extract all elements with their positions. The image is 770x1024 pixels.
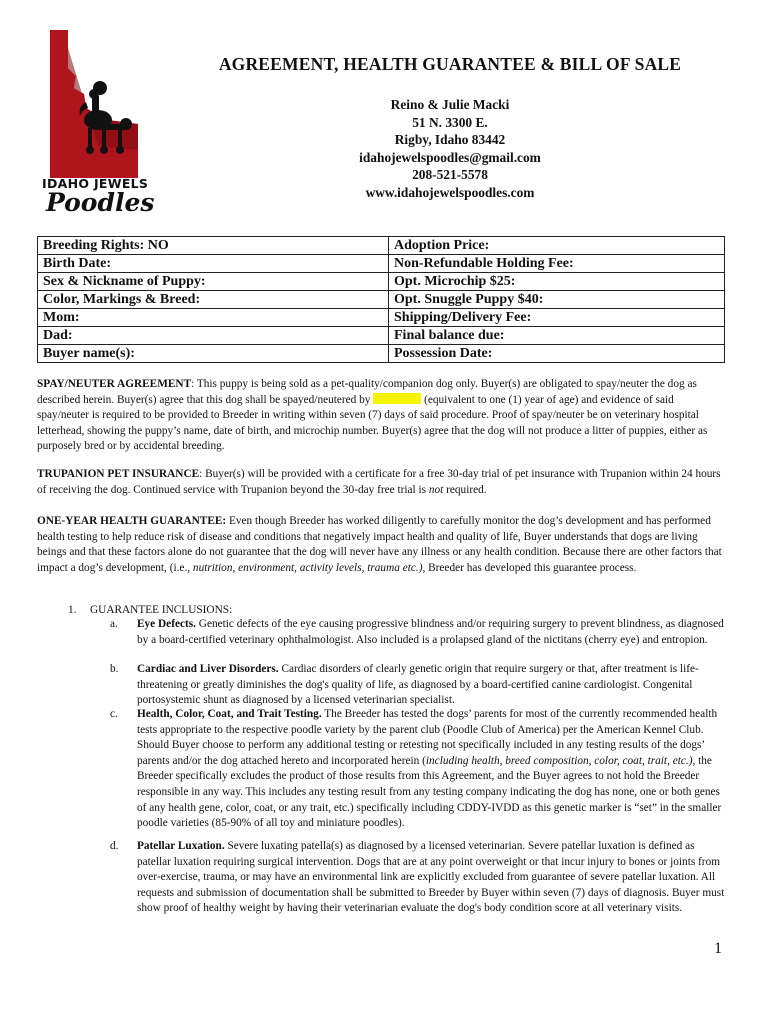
item-title: Patellar Luxation. bbox=[137, 840, 225, 852]
spay-neuter-text-2: (equivalent to one (1) year of age) and evidence of said spay/neuter is required to be provided to Breeder in writing within seven (7) days of said procedure. Proof of spay/neuter be on veterinary hospital letterhead, showing the puppy’s name, date of birth, and microchip number. Buyer(s) agree that the dog will not produce a litter of puppies, either as purposely bred or by accidental breeding. bbox=[37, 393, 708, 453]
list-item-cardiac-liver bbox=[112, 662, 724, 710]
health-guarantee-paragraph bbox=[37, 514, 725, 576]
spay-neuter-heading: SPAY/NEUTER AGREEMENT bbox=[37, 378, 192, 390]
mom-label: Mom: bbox=[38, 309, 389, 327]
breeder-phone: 208-521-5578 bbox=[412, 167, 488, 182]
health-guarantee-text-2: Breeder has developed this guarantee process. bbox=[425, 561, 637, 574]
inclusions-title: GUARANTEE INCLUSIONS: bbox=[90, 604, 233, 616]
buyer-names-label: Buyer name(s): bbox=[38, 345, 389, 363]
table-row bbox=[38, 291, 725, 309]
breeder-email: idahojewelspoodles@gmail.com bbox=[359, 149, 541, 165]
table-row bbox=[38, 327, 725, 345]
logo-line-2: Poodles bbox=[46, 188, 155, 217]
list-item-eye-defects bbox=[112, 617, 724, 665]
adoption-price-label: Adoption Price: bbox=[389, 237, 725, 255]
item-text-2: the Breeder specifically excludes the product of those results from this Agreement, and the Buyer agrees to not hold the Breeder responsible in any way. This includes any testing result from any testing company indicating the dog has none, one or both genes of any health gene, color, coat, or any trait, etc.) specifically including CDDY-IVDD as this genetic marker is “set” in the smaller poodle varieties (85-90% of all toy and miniature poodles). bbox=[137, 754, 722, 830]
birth-date-label: Birth Date: bbox=[38, 255, 389, 273]
spay-neuter-paragraph bbox=[37, 377, 725, 455]
table-row bbox=[38, 255, 725, 273]
spay-neuter-text-1: : This puppy is being sold as a pet-quality/companion dog only. Buyer(s) are obligated to spay/neuter the dog as described herein. Buyer(s) agree that this dog shall be spayed/neutered by bbox=[37, 378, 697, 406]
item-title: Health, Color, Coat, and Trait Testing. bbox=[137, 708, 322, 720]
snuggle-puppy-label: Opt. Snuggle Puppy $40: bbox=[389, 291, 725, 309]
breeder-names: Reino & Julie Macki bbox=[390, 97, 510, 112]
puppy-info-table bbox=[37, 236, 725, 363]
holding-fee-label: Non-Refundable Holding Fee: bbox=[389, 255, 725, 273]
item-title: Eye Defects. bbox=[137, 618, 196, 630]
document-title: AGREEMENT, HEALTH GUARANTEE & BILL OF SALE bbox=[218, 54, 682, 74]
logo-line-1: IDAHO JEWELS bbox=[42, 176, 149, 191]
trupanion-text-2: required. bbox=[443, 483, 487, 496]
table-row bbox=[38, 237, 725, 255]
list-letter: d. bbox=[110, 840, 119, 852]
highlighted-blank-field[interactable] bbox=[373, 393, 421, 404]
item-text: Severe luxating patella(s) as diagnosed by a licensed veterinarian. Severe patellar luxation is defined as patellar luxation requiring surgical intervention. Dogs that are at any point overweight or that incur injury to bones or joints from over-exercise, trauma, or may have an environmental link are explicitly excluded from guarantee of severe patellar luxation. All requests and submission of documentation shall be submitted to Breeder by Buyer within seven (7) days of diagnosis. Buyer must show proof of healthy weight by having their veterinarian evaluate the dog's body condition score at all veterinary visits. bbox=[137, 840, 725, 915]
page-number: 1 bbox=[714, 940, 722, 957]
item-text: Genetic defects of the eye causing progressive blindness and/or requiring surgery to prevent blindness, as diagnosed by a board-certified veterinary ophthalmologist. Also included is a prolapsed gland of the nictitans (cherry eye) and entropion. bbox=[137, 618, 724, 646]
item-text-1: The Breeder has tested the dogs’ parents for most of the currently recommended health tests appropriate to the respective poodle variety by the parent club (Poodle Club of America) per the American Kennel Club. Should Buyer choose to perform any additional testing or retesting not specifically included in any testing results of the dogs’ parents and/or the dog attached hereto and incorporated herein ( bbox=[137, 708, 718, 767]
possession-date-label: Possession Date: bbox=[389, 345, 725, 363]
list-item-patellar-luxation bbox=[112, 839, 724, 933]
list-number: 1. bbox=[68, 604, 77, 616]
microchip-label: Opt. Microchip $25: bbox=[389, 273, 725, 291]
trupanion-text-1: : Buyer(s) will be provided with a certificate for a free 30-day trial of pet insurance with Trupanion within 24 hours of receiving the dog. Continued service with Trupanion beyond the 30-day free trial is bbox=[37, 468, 721, 496]
item-title: Cardiac and Liver Disorders. bbox=[137, 663, 279, 675]
final-balance-label: Final balance due: bbox=[389, 327, 725, 345]
health-guarantee-text-1: Even though Breeder has worked diligently to carefully monitor the dog’s development and has performed health testing to help reduce risk of disease and conditions that negatively impact health and quality of life, Buyer understands that dogs are living beings and that these factors alone do not guarantee that the dog will never have any illness or any health condition. Because there are other factors that impact a dog’s development, (i.e., bbox=[37, 515, 722, 574]
health-guarantee-emphasis: nutrition, environment, activity levels, trauma etc.), bbox=[192, 561, 426, 574]
sex-nickname-label: Sex & Nickname of Puppy: bbox=[38, 273, 389, 291]
idaho-jewels-poodles-logo bbox=[38, 28, 155, 223]
color-markings-label: Color, Markings & Breed: bbox=[38, 291, 389, 309]
trupanion-heading: TRUPANION PET INSURANCE bbox=[37, 468, 200, 480]
breeder-contact-block bbox=[250, 96, 650, 201]
table-row bbox=[38, 309, 725, 327]
list-letter: b. bbox=[110, 663, 119, 675]
trupanion-paragraph bbox=[37, 467, 725, 498]
breeder-street: 51 N. 3300 E. bbox=[412, 114, 488, 130]
table-row bbox=[38, 345, 725, 363]
health-guarantee-heading: ONE-YEAR HEALTH GUARANTEE: bbox=[37, 515, 227, 527]
list-letter: c. bbox=[110, 708, 118, 720]
shipping-fee-label: Shipping/Delivery Fee: bbox=[389, 309, 725, 327]
trupanion-emphasis: not bbox=[428, 483, 444, 496]
breeder-website: www.idahojewelspoodles.com bbox=[365, 184, 535, 200]
breeder-city: Rigby, Idaho 83442 bbox=[394, 132, 506, 147]
breeding-rights-label: Breeding Rights: NO bbox=[38, 237, 389, 255]
item-emphasis: including health, breed composition, color, coat, trait, etc.), bbox=[425, 754, 696, 767]
item-text: Cardiac disorders of clearly genetic origin that require surgery or that, after treatment is life-threatening or greatly diminishes the dog's quality of life, as diagnosed by a board-certified canine cardiologist. Congenital portosystemic shunt as diagnosed by a licensed veterinarian specialist. bbox=[137, 663, 699, 707]
list-item-health-testing bbox=[112, 707, 724, 839]
table-row bbox=[38, 273, 725, 291]
dad-label: Dad: bbox=[38, 327, 389, 345]
list-letter: a. bbox=[110, 618, 118, 630]
